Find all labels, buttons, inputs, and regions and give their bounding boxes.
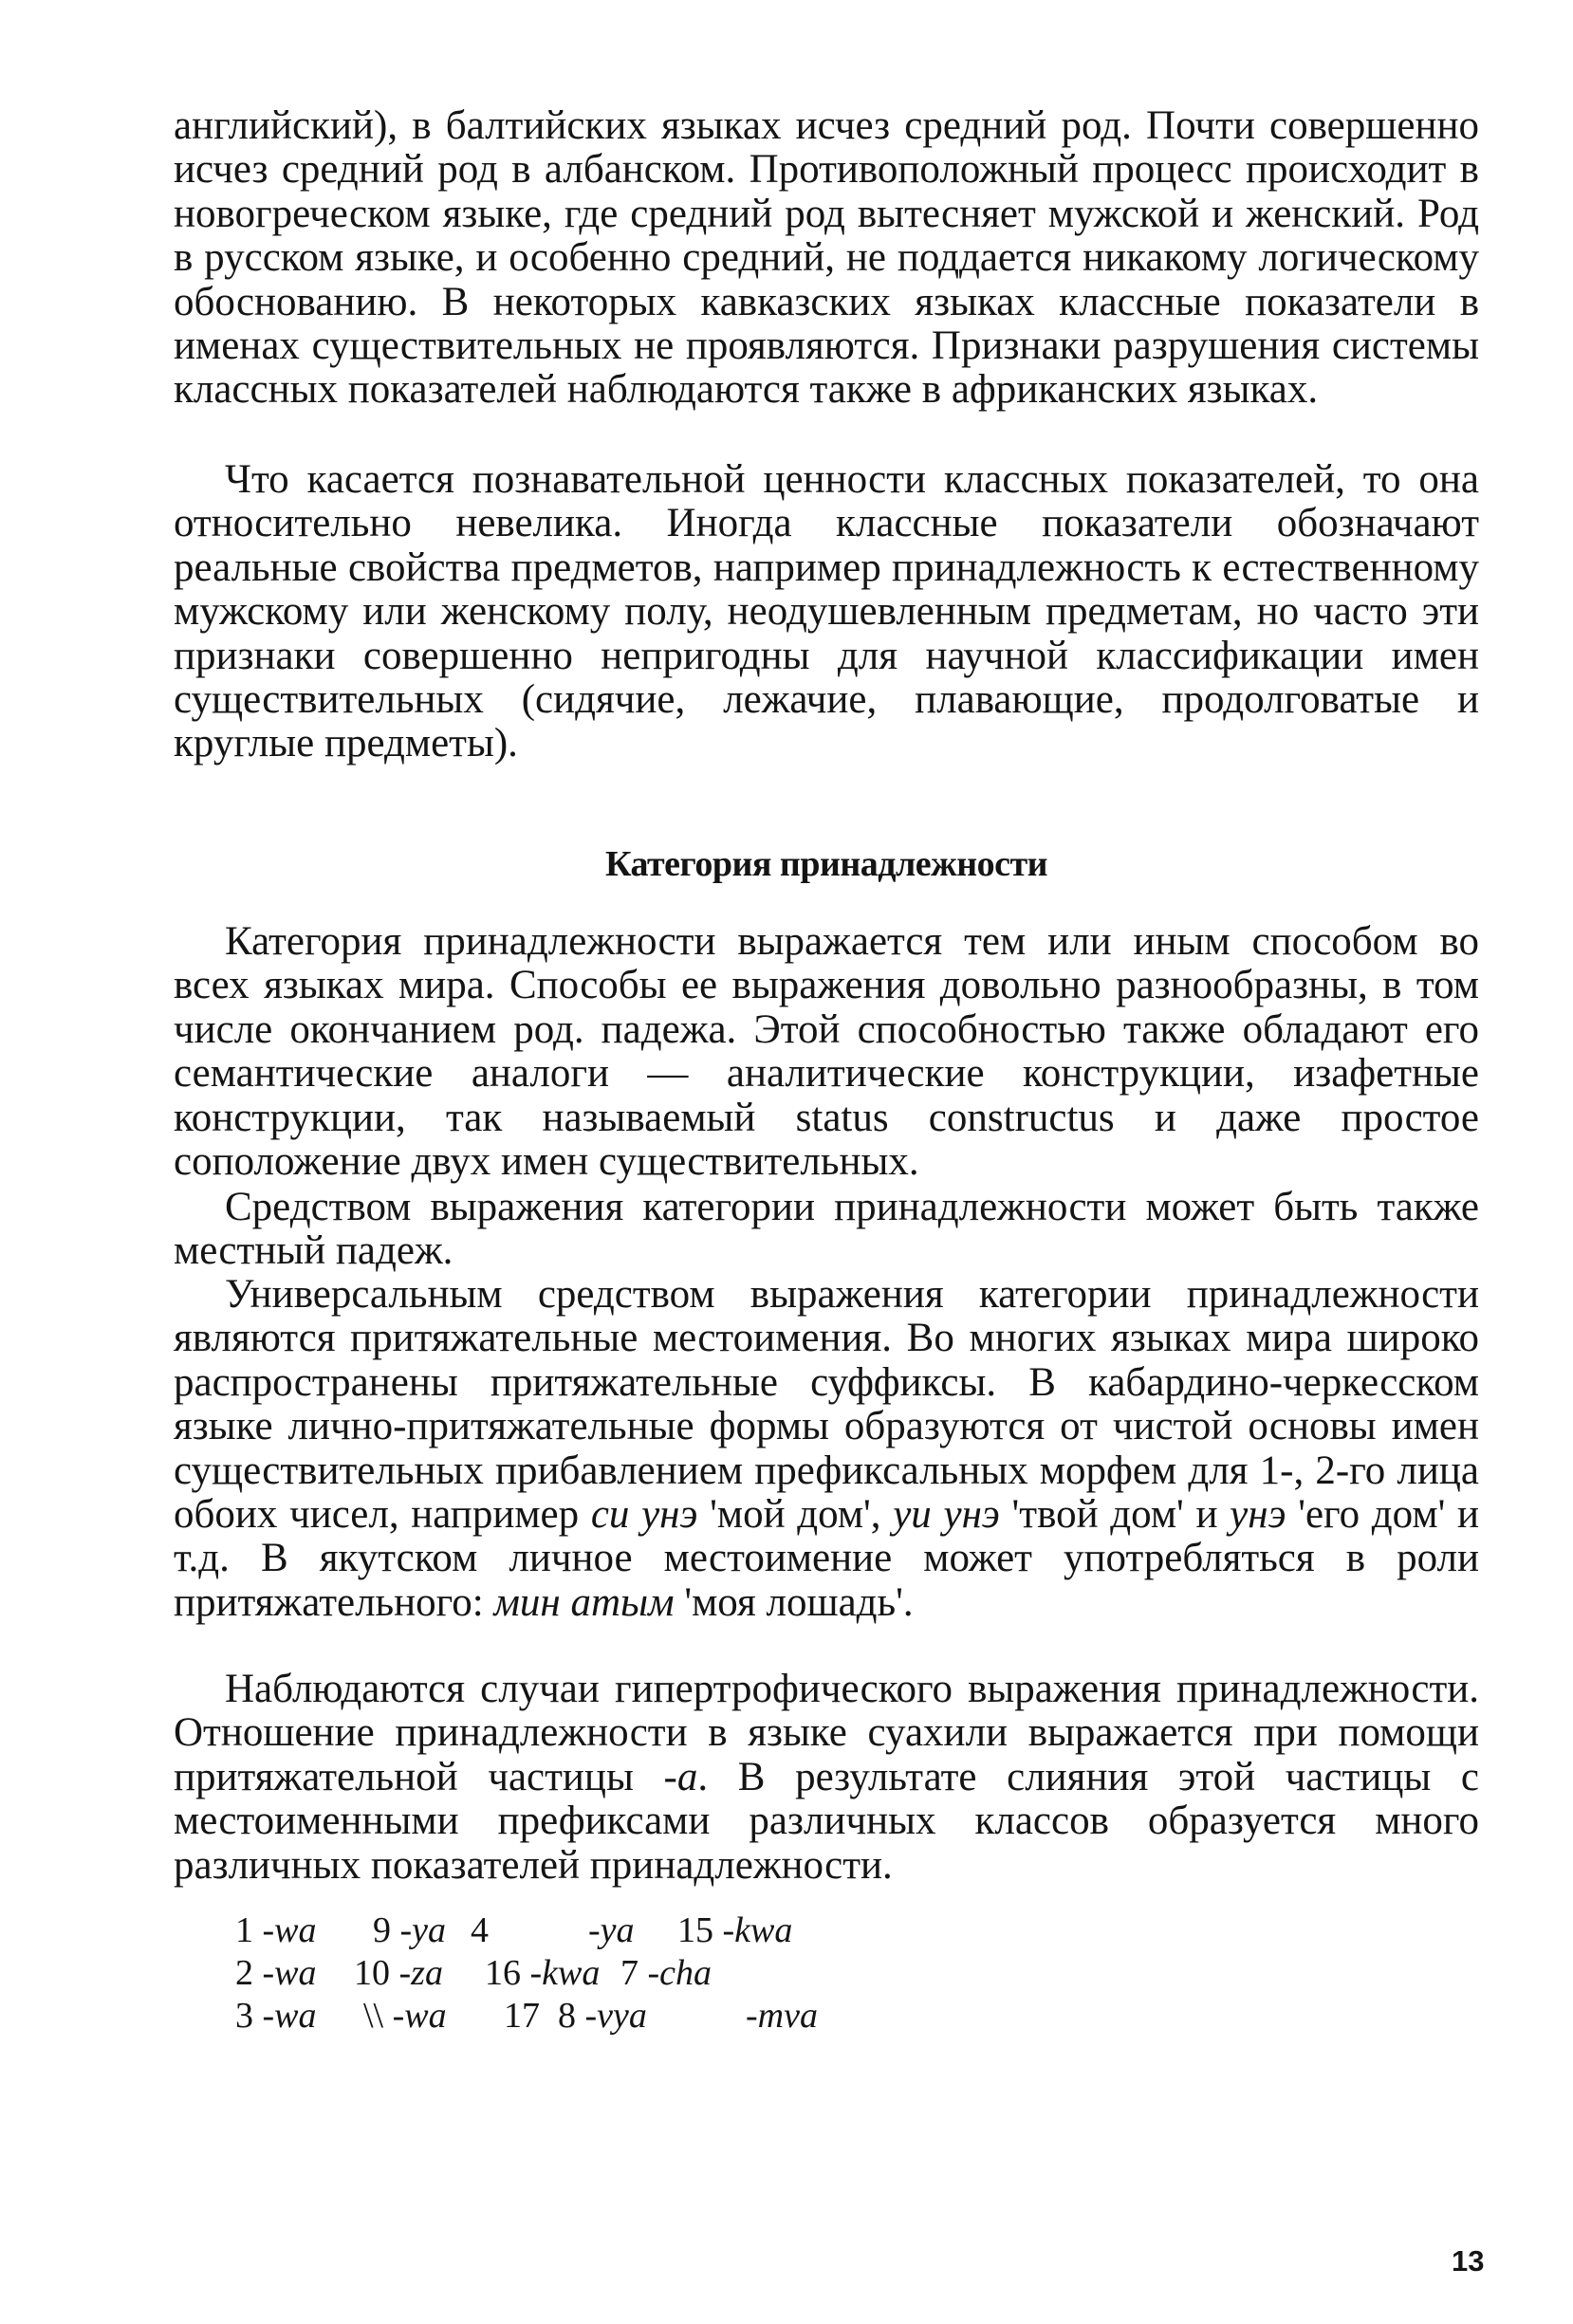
page-number: 13 [1452, 2244, 1485, 2278]
table-cell: \\ -wa [363, 1996, 447, 2036]
table-cell: 3 -wa [235, 1996, 317, 2036]
paragraph-text [174, 1273, 1479, 1625]
table-cell: 17 [504, 1996, 540, 2036]
paragraph-swahili [174, 1668, 1479, 1888]
paragraph-possessive-pronouns [174, 1273, 1479, 1625]
table-cell: -ya [588, 1910, 635, 1950]
paragraph-text: Категория принадлежности выражается тем или иным способом во всех языках мира. Способы ее выражения довольно разнообразны, в том числе окончанием род. падежа. Этой способностью также обладают его семантические аналоги — аналитические конструкции, изафетные конструкции, так называемый status constructus и даже простое соположение двух имен существительных. [174, 919, 1479, 1185]
paragraph-text: английский), в балтийских языках исчез средний род. Почти совершенно исчез средний род в албанском. Противоположный процесс происходит в новогреческом языке, где средний род вытесняет мужской и женский. Род в русском языке, и особенно средний, не поддается никакому логическому обоснованию. В некоторых кавказских языках классные показатели в именах существительных не проявляются. Признаки разрушения системы классных показателей наблюдаются также в африканских языках. [174, 103, 1479, 413]
paragraph-text [174, 1668, 1479, 1888]
text-run: 'твой дом' и [999, 1492, 1231, 1538]
example-word: уи унэ [893, 1492, 1000, 1538]
table-cell: 2 -wa [235, 1953, 317, 1993]
paragraph-possession-intro [174, 920, 1479, 1184]
paragraph-locative [174, 1186, 1479, 1274]
paragraph-text: Средством выражения категории принадлежности может быть также местный падеж. [174, 1185, 1479, 1274]
table-cell: 16 -kwa [485, 1953, 601, 1993]
text-run: 'его дом' и т.д. В якутском личное местоимение может употребляться в роли притяжательного: [174, 1492, 1479, 1625]
table-cell: 4 [471, 1910, 489, 1950]
table-cell: 9 -ya [373, 1910, 447, 1950]
section-heading: Категория принадлежности [604, 844, 1048, 884]
text-run: . В результате слияния этой частицы с местоименными префиксами различных классов образуется много различных показателей принадлежности. [174, 1754, 1479, 1888]
table-cell: 1 -wa [235, 1910, 317, 1950]
table-cell: 7 -cha [620, 1953, 712, 1993]
table-cell: 10 -za [354, 1953, 443, 1993]
text-run: 'мой дом', [697, 1492, 894, 1538]
paragraph-text: Что касается познавательной ценности классных показателей, то она относительно невелика. Иногда классные показатели обозначают реальные свойства предметов, например принадлежность к естественному мужскому или женскому полу, неодушевленным предметам, но часто эти признаки совершенно непригодны для научной классификации имен существительных (сидячие, лежачие, плавающие, продолговатые и круглые предметы). [174, 457, 1479, 766]
example-word: унэ [1230, 1492, 1286, 1538]
text-run: 'моя лошадь'. [674, 1579, 914, 1625]
text-run: Универсальным средством выражения категории принадлежности являются притяжательные местоимения. Во многих языках мира широко распространены притяжательные суффиксы. В кабардино-черкесском языке лично-притяжательные формы образуются от чистой основы имен существительных прибавлением префиксальных морфем для 1-, 2-го лица обоих чисел, например [174, 1272, 1479, 1538]
example-word: мин атым [493, 1579, 675, 1625]
example-word: си унэ [590, 1492, 698, 1538]
text-run: Наблюдаются случаи гипертрофического выражения принадлежности. Отношение принадлежности в языке суахили выражается при помощи притяжательной частицы [174, 1667, 1479, 1799]
table-cell: 8 -vya [558, 1996, 647, 2036]
paragraph-cognitive-value [174, 458, 1479, 766]
table-cell: -mva [746, 1996, 818, 2036]
example-word: -а [663, 1754, 698, 1799]
table-cell: 15 -kwa [677, 1910, 793, 1950]
paragraph-gender-loss [174, 104, 1479, 413]
